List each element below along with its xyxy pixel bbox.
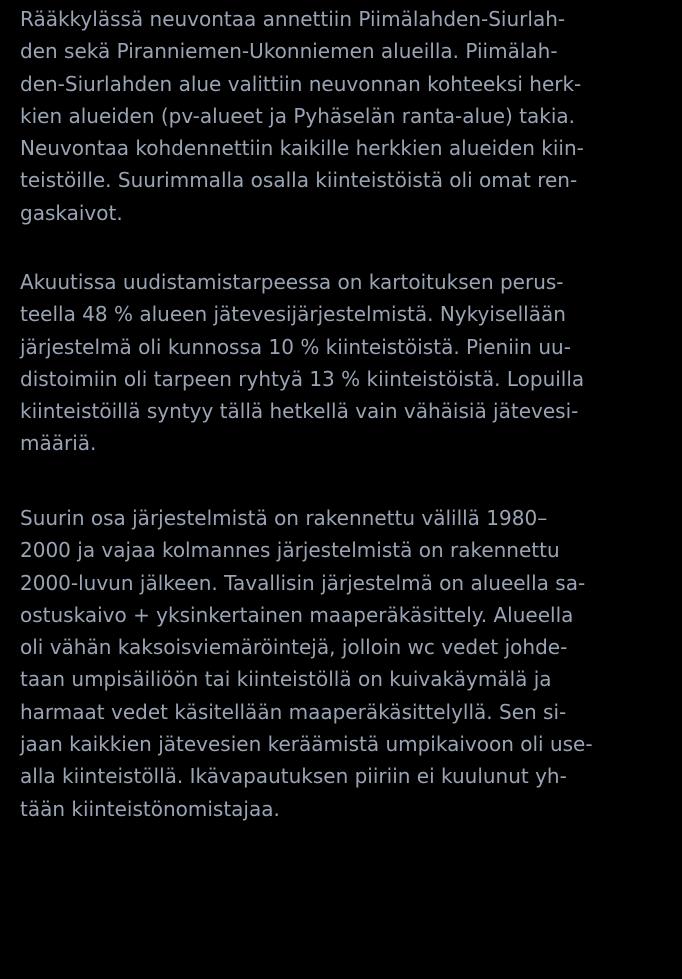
text-line: oli vähän kaksoisviemäröintejä, jolloin wc vedet johde- [20,635,568,660]
text-line: tään kiinteistönomistajaa. [20,796,280,821]
text-line: Neuvontaa kohdennettiin kaikille herkkien alueiden kiin- [20,136,584,161]
text-line: teella 48 % alueen jätevesijärjestelmistä. Nykyisellään [20,302,566,327]
text-line: järjestelmä oli kunnossa 10 % kiinteistöistä. Pieniin uu- [20,334,571,359]
text-line: taan umpisäiliöön tai kiinteistöllä on kuivakäymälä ja [20,667,552,692]
paragraph-uudistamistarve [20,266,670,460]
text-line: jaan kaikkien jätevesien keräämistä umpikaivoon oli use- [20,732,593,757]
text-line: 2000 ja vajaa kolmannes järjestelmistä on rakennettu [20,538,560,563]
text-line: den-Siurlahden alue valittiin neuvonnan kohteeksi herk- [20,71,582,96]
text-line: Akuutissa uudistamistarpeessa on kartoituksen perus- [20,270,564,294]
text-line: määriä. [20,431,97,456]
text-line: kiinteistöillä syntyy tällä hetkellä vain vähäisiä jätevesi- [20,399,579,424]
paragraph-neuvonta-alueet [20,3,670,229]
text-line: harmaat vedet käsitellään maaperäkäsittelyllä. Sen si- [20,699,567,724]
text-line: Rääkkylässä neuvontaa annettiin Piimälahden-Siurlah- [20,7,566,31]
text-line: alla kiinteistöllä. Ikävapautuksen piiriin ei kuulunut yh- [20,764,567,789]
text-line: 2000-luvun jälkeen. Tavallisin järjestelmä on alueella sa- [20,570,586,595]
text-line: gaskaivot. [20,200,123,225]
text-line: teistöille. Suurimmalla osalla kiinteistöistä oli omat ren- [20,168,578,193]
text-line: distoimiin oli tarpeen ryhtyä 13 % kiinteistöistä. Lopuilla [20,366,585,391]
text-line: Suurin osa järjestelmistä on rakennettu välillä 1980– [20,506,548,530]
text-line: ostuskaivo + yksinkertainen maaperäkäsittely. Alueella [20,602,574,627]
paragraph-jarjestelmat [20,502,670,825]
text-line: kien alueiden (pv-alueet ja Pyhäselän ranta-alue) takia. [20,103,576,128]
text-line: den sekä Piranniemen-Ukonniemen alueilla. Piimälah- [20,39,558,64]
